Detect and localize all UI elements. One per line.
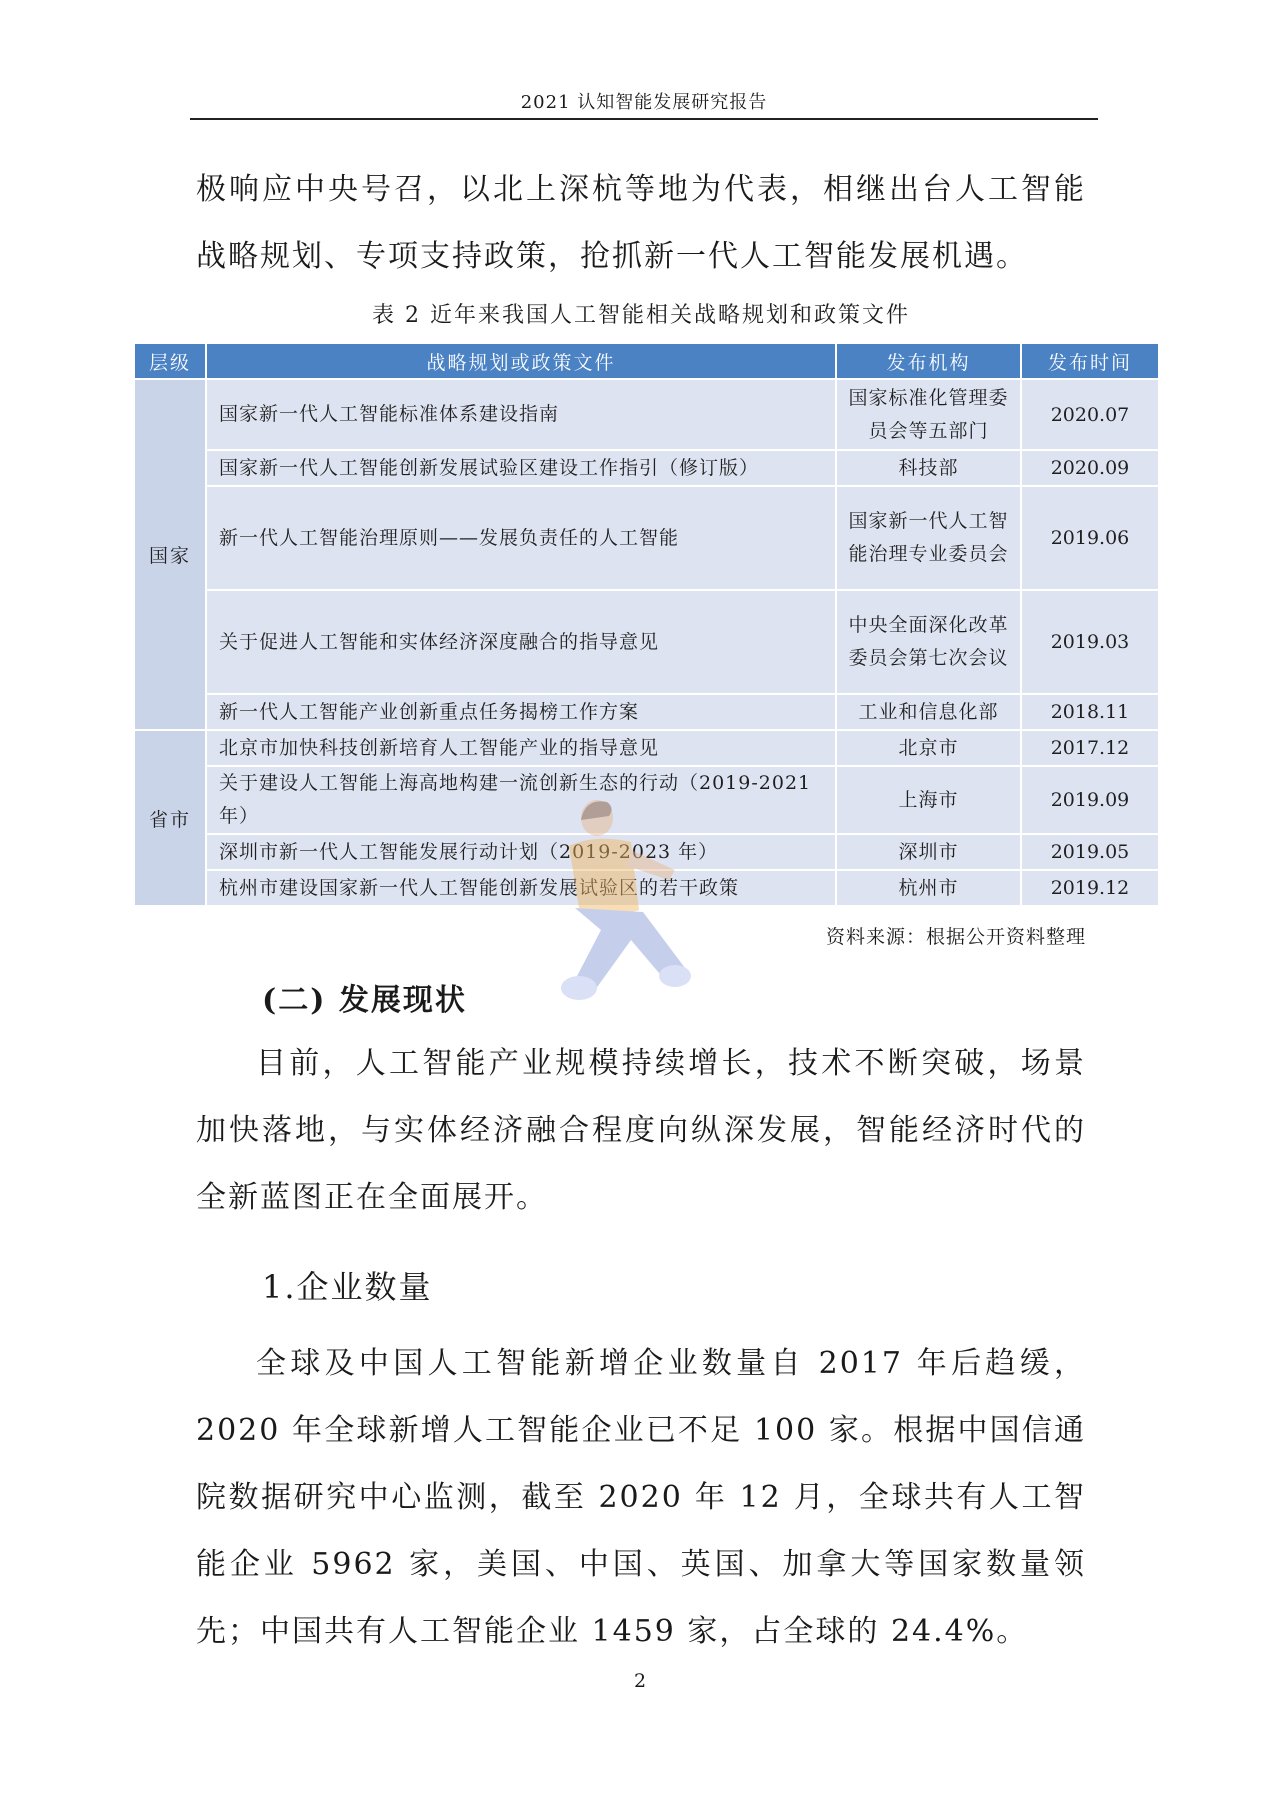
table-row <box>134 450 1159 486</box>
issuing-organization: 科技部 <box>836 450 1021 486</box>
issuing-organization: 工业和信息化部 <box>836 694 1021 730</box>
policy-document: 国家新一代人工智能标准体系建设指南 <box>206 379 836 450</box>
mascot-watermark-icon <box>535 790 715 1020</box>
issuing-organization: 中央全面深化改革委员会第七次会议 <box>836 590 1021 694</box>
issuing-organization: 国家新一代人工智能治理专业委员会 <box>836 486 1021 590</box>
page-number: 2 <box>633 1670 647 1692</box>
header-rule <box>190 118 1098 120</box>
section-heading: (二) 发展现状 <box>262 983 467 1018</box>
table-row <box>134 694 1159 730</box>
header-date: 发布时间 <box>1021 343 1159 379</box>
policy-document: 深圳市新一代人工智能发展行动计划（2019-2023 年） <box>206 834 836 870</box>
level-provincial: 省市 <box>134 730 206 906</box>
policy-document: 新一代人工智能产业创新重点任务揭榜工作方案 <box>206 694 836 730</box>
table-header-row <box>134 343 1159 379</box>
section-paragraph: 目前，人工智能产业规模持续增长，技术不断突破，场景加快落地，与实体经济融合程度向纵深发展，智能经济时代的全新蓝图正在全面展开。 <box>196 1046 1086 1215</box>
release-date: 2019.09 <box>1021 766 1159 834</box>
release-date: 2018.11 <box>1021 694 1159 730</box>
table-caption: 表 2 近年来我国人工智能相关战略规划和政策文件 <box>372 303 910 328</box>
release-date: 2019.12 <box>1021 870 1159 906</box>
release-date: 2019.03 <box>1021 590 1159 694</box>
table-row <box>134 486 1159 590</box>
header-level: 层级 <box>134 343 206 379</box>
header-org: 发布机构 <box>836 343 1021 379</box>
release-date: 2020.07 <box>1021 379 1159 450</box>
subsection-paragraph: 全球及中国人工智能新增企业数量自 2017 年后趋缓，2020 年全球新增人工智能企业已不足 100 家。根据中国信通院数据研究中心监测，截至 2020 年 12 月，全球共有人工智能企业 5962 家，美国、中国、英国、加拿大等国家数量领先；中国共有人工智能企业 1459 家，占全球的 24.4%。 <box>196 1346 1086 1649</box>
policy-document: 关于促进人工智能和实体经济深度融合的指导意见 <box>206 590 836 694</box>
issuing-organization: 上海市 <box>836 766 1021 834</box>
table-row <box>134 730 1159 766</box>
policy-document: 国家新一代人工智能创新发展试验区建设工作指引（修订版） <box>206 450 836 486</box>
table-row <box>134 590 1159 694</box>
release-date: 2020.09 <box>1021 450 1159 486</box>
intro-paragraph: 极响应中央号召，以北上深杭等地为代表，相继出台人工智能战略规划、专项支持政策，抢抓新一代人工智能发展机遇。 <box>196 172 1086 274</box>
issuing-organization: 杭州市 <box>836 870 1021 906</box>
table-row <box>134 379 1159 450</box>
release-date: 2019.05 <box>1021 834 1159 870</box>
issuing-organization: 深圳市 <box>836 834 1021 870</box>
running-header: 2021 认知智能发展研究报告 <box>520 92 768 113</box>
policy-document: 关于建设人工智能上海高地构建一流创新生态的行动（2019-2021 年） <box>206 766 836 834</box>
release-date: 2017.12 <box>1021 730 1159 766</box>
header-document: 战略规划或政策文件 <box>206 343 836 379</box>
issuing-organization: 北京市 <box>836 730 1021 766</box>
release-date: 2019.06 <box>1021 486 1159 590</box>
policy-document: 北京市加快科技创新培育人工智能产业的指导意见 <box>206 730 836 766</box>
table-source-note: 资料来源：根据公开资料整理 <box>825 926 1086 948</box>
policy-document: 新一代人工智能治理原则——发展负责任的人工智能 <box>206 486 836 590</box>
subsection-heading: 1.企业数量 <box>262 1268 433 1306</box>
issuing-organization: 国家标准化管理委员会等五部门 <box>836 379 1021 450</box>
level-national: 国家 <box>134 379 206 730</box>
policy-document: 杭州市建设国家新一代人工智能创新发展试验区的若干政策 <box>206 870 836 906</box>
